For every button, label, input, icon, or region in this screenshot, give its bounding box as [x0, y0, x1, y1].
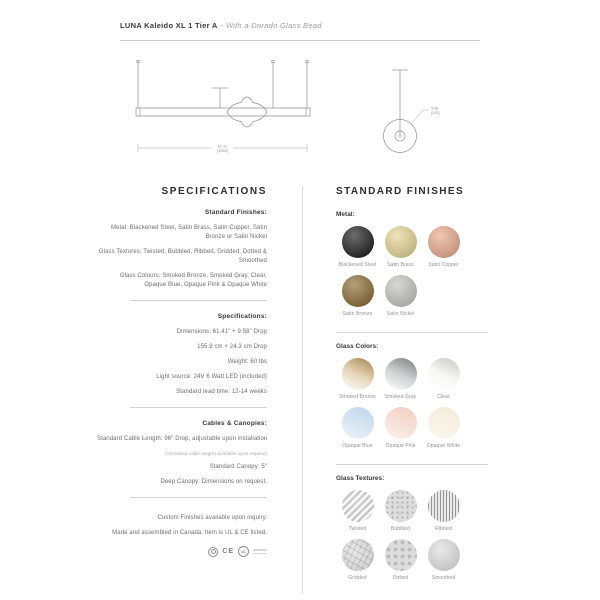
glass-textures-subheading: Glass Textures: [336, 475, 385, 482]
front-width-dimension-inches: 61.41 [217, 144, 228, 149]
glass-textures-swatch-grid [336, 490, 488, 588]
deep-canopy-line: Deep Canopy: Dimensions on request. [160, 479, 267, 485]
swatch-satin-copper [422, 226, 465, 268]
cable-fine-print: (Increased cable lengths available upon request) [165, 451, 267, 456]
front-width-dimension-mm: [1559] [217, 149, 228, 153]
swatch-circle [428, 407, 460, 439]
swatch-circle [385, 539, 417, 571]
swatch-circle [428, 358, 460, 390]
metal-subheading: Metal: [336, 211, 355, 218]
standard-finishes-heading: STANDARD FINISHES [336, 186, 465, 197]
swatch-ribbed [422, 490, 465, 532]
swatch-label: Blackened Steel [338, 262, 377, 268]
swatch-label: Dotted [392, 575, 409, 581]
section-divider [336, 464, 488, 465]
swatch-label: Twisted [348, 526, 367, 532]
cables-subheading: Cables & Canopies: [202, 420, 267, 427]
swatch-twisted [336, 490, 379, 532]
technical-drawing [105, 48, 495, 178]
product-title: LUNA Kaleido XL 1 Tier A [120, 21, 218, 30]
swatch-label: Satin Bronze [342, 311, 373, 317]
swatch-gridded [336, 539, 379, 581]
swatch-satin-brass [379, 226, 422, 268]
front-view-drawing [136, 61, 310, 154]
spec-weight: Weight: 60 lbs [227, 359, 267, 365]
swatch-opaque-blue [336, 407, 379, 449]
column-divider [302, 186, 303, 594]
spec-light-source: Light source: 24V 6 Watt LED (included) [156, 374, 267, 380]
swatch-satin-nickel [379, 275, 422, 317]
custom-finishes-note: Custom Finishes available upon inquiry. [157, 515, 267, 521]
swatch-circle [385, 226, 417, 258]
side-drop-dimension-inches: 9.58 [431, 106, 439, 111]
swatch-circle [342, 358, 374, 390]
swatch-label: Smoked Gray [384, 394, 417, 400]
section-divider [130, 300, 267, 301]
certification-icon [208, 547, 218, 557]
standard-finishes-column [336, 186, 488, 588]
swatch-clear [422, 358, 465, 400]
product-subtitle: - With a Dorado Glass Bead [220, 21, 322, 30]
metal-swatch-grid [336, 226, 488, 324]
swatch-label: Opaque White [426, 443, 461, 449]
swatch-circle [428, 226, 460, 258]
standard-finishes-subheading: Standard Finishes: [204, 209, 267, 216]
glass-colors-swatch-grid [336, 358, 488, 456]
swatch-circle [428, 539, 460, 571]
swatch-satin-bronze [336, 275, 379, 317]
swatch-blackened-steel [336, 226, 379, 268]
swatch-circle [385, 490, 417, 522]
swatch-label: Opaque Pink [385, 443, 416, 449]
swatch-label: Satin Nickel [386, 311, 415, 317]
finishes-textures-line: Glass Textures: Twisted, Bubbled, Ribbed, Gridded, Dotted & Smoothed [98, 249, 267, 264]
ce-mark-icon: CE [222, 548, 234, 555]
glass-bead-shape [227, 97, 267, 127]
standard-canopy-line: Standard Canopy: 5" [209, 464, 267, 470]
swatch-dotted [379, 539, 422, 581]
swatch-circle [342, 407, 374, 439]
header-divider [120, 40, 480, 41]
swatch-label: Smoothed [431, 575, 456, 581]
cable-length-line: Standard Cable Length: 96" Drop, adjustable upon installation [97, 436, 268, 442]
spec-dimensions: Dimensions: 61.41" + 9.58" Drop [176, 329, 267, 335]
certification-fine-print [253, 549, 267, 554]
swatch-circle [342, 539, 374, 571]
side-view-drawing [384, 70, 440, 153]
swatch-smoothed [422, 539, 465, 581]
swatch-label: Ribbed [435, 526, 452, 532]
finishes-metal-line: Metal: Blackened Steel, Satin Brass, Satin Copper, Satin Bronze or Satin Nickel [110, 225, 267, 240]
swatch-label: Clear [437, 394, 450, 400]
glass-colors-subheading: Glass Colors: [336, 343, 379, 350]
swatch-circle [342, 275, 374, 307]
page-title [120, 21, 322, 30]
swatch-label: Gridded [348, 575, 367, 581]
swatch-circle [385, 358, 417, 390]
swatch-circle [385, 407, 417, 439]
spec-lead-time: Standard lead time: 12-14 weeks [176, 389, 267, 395]
swatch-circle [342, 226, 374, 258]
swatch-smoked-gray [379, 358, 422, 400]
section-divider [130, 407, 267, 408]
swatch-label: Smoked Bronze [339, 394, 376, 400]
spec-dimensions-metric: 155.9 cm + 24.3 cm Drop [197, 344, 267, 350]
specs-subheading: Specifications: [217, 313, 267, 320]
specifications-column [97, 186, 267, 557]
side-drop-dimension-mm: [243] [431, 111, 440, 115]
section-divider [130, 497, 267, 498]
swatch-label: Bubbled [390, 526, 411, 532]
swatch-opaque-pink [379, 407, 422, 449]
swatch-circle [385, 275, 417, 307]
specifications-heading: SPECIFICATIONS [161, 186, 267, 197]
swatch-smoked-bronze [336, 358, 379, 400]
swatch-label: Satin Copper [428, 262, 459, 268]
section-divider [336, 332, 488, 333]
finishes-colours-line: Glass Colours: Smoked Bronze, Smoked Gray, Clear, Opaque Blue, Opaque Pink & Opaque White [119, 273, 267, 288]
made-in-canada-note: Made and assembled in Canada. Item is UL & CE listed. [112, 530, 267, 536]
swatch-label: Satin Brass [387, 262, 414, 268]
swatch-label: Opaque Blue [342, 443, 373, 449]
certification-marks [97, 546, 267, 557]
swatch-circle [342, 490, 374, 522]
swatch-circle [428, 490, 460, 522]
swatch-opaque-white [422, 407, 465, 449]
swatch-bubbled [379, 490, 422, 532]
ul-mark-icon: UL [238, 546, 249, 557]
